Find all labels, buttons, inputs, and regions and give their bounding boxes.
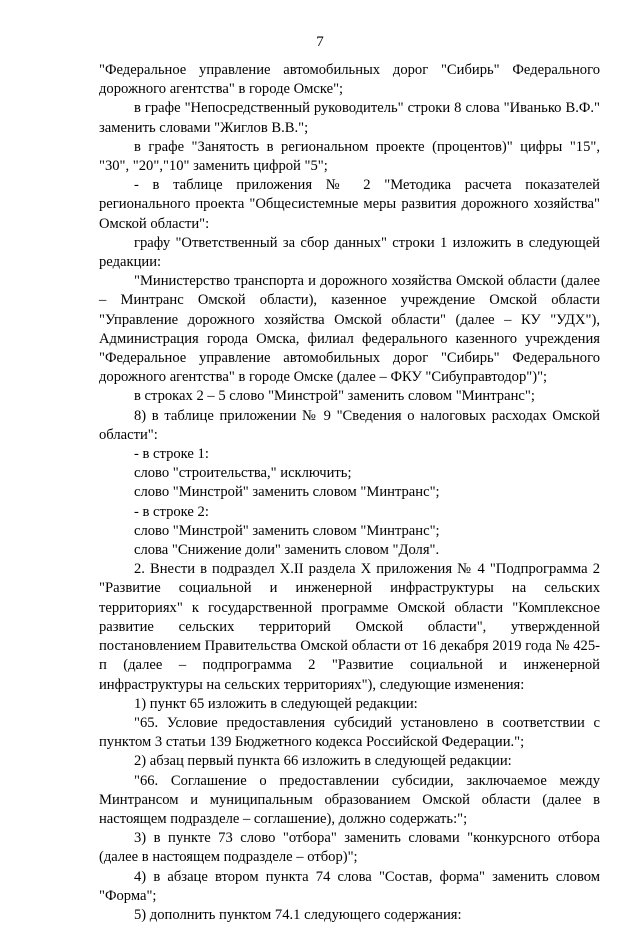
paragraph: 5) дополнить пунктом 74.1 следующего содержания:	[134, 906, 462, 923]
paragraph: "Федеральное управление автомобильных дорог "Сибирь" Федерального дорожного агентства" в городе Омске";	[99, 62, 600, 98]
paragraph: - в строке 1:	[134, 446, 209, 463]
paragraph: "66. Соглашение о предоставлении субсидии, заключаемое между Минтрансом и муниципальным образованием Омской области (далее в настоящем подразделе – соглашение), должно содержать:";	[99, 772, 600, 827]
document-body	[99, 61, 600, 925]
page-number: 7	[316, 34, 324, 50]
paragraph: в строках 2 – 5 слово "Минстрой" заменить словом "Минтранс";	[134, 388, 535, 405]
paragraph: слова "Снижение доли" заменить словом "Доля".	[134, 542, 440, 559]
paragraph: "65. Условие предоставления субсидий установлено в соответствии с пунктом 3 статьи 139 Бюджетного кодекса Российской Федерации.";	[99, 714, 600, 751]
paragraph: "Министерство транспорта и дорожного хозяйства Омской области (далее – Минтранс Омской области), казенное учреждение Омской области "Управление дорожного хозяйства Омской области" (далее – КУ "УДХ"), Администрация города Омска, филиал федерального казенного учреждения "Федеральное управление автомобильных дорог "Сибирь" Федерального дорожного агентства" в городе Омске (далее – ФКУ "Сибуправтодор")";	[99, 273, 600, 386]
paragraph: - в строке 2:	[134, 503, 209, 520]
paragraph: слово "Минстрой" заменить словом "Минтранс";	[134, 484, 440, 501]
paragraph: 4) в абзаце втором пункта 74 слова "Состав, форма" заменить словом "Форма";	[99, 868, 600, 904]
paragraph: 2. Внести в подраздел X.II раздела X приложения № 4 "Подпрограмма 2 "Развитие социальной и инженерной инфраструктуры на сельских территориях" к государственной программе Омской области "Комплексное развитие сельских территорий Омской области", утвержденной постановлением Правительства Омской области от 16 декабря 2019 года № 425-п (далее – подпрограмма 2 "Развитие социальной и инженерной инфраструктуры на сельских территориях"), следующие изменения:	[99, 561, 600, 693]
paragraph: в графе "Непосредственный руководитель" строки 8 слова "Иванько В.Ф." заменить словами "Жиглов В.В.";	[99, 100, 600, 136]
paragraph: 3) в пункте 73 слово "отбора" заменить словами "конкурсного отбора (далее в настоящем подразделе – отбор)";	[99, 830, 600, 866]
paragraph: слово "Минстрой" заменить словом "Минтранс";	[134, 522, 440, 539]
paragraph: 1) пункт 65 изложить в следующей редакции:	[134, 695, 418, 712]
paragraph: - в таблице приложения № 2 "Методика расчета показателей регионального проекта "Общесистемные меры развития дорожного хозяйства" Омской области":	[99, 177, 600, 232]
paragraph: слово "строительства," исключить;	[134, 465, 352, 482]
paragraph: в графе "Занятость в региональном проекте (процентов)" цифры "15", "30", "20","10" заменить цифрой "5";	[99, 138, 600, 175]
paragraph: 2) абзац первый пункта 66 изложить в следующей редакции:	[134, 753, 512, 770]
paragraph: графу "Ответственный за сбор данных" строки 1 изложить в следующей редакции:	[99, 234, 600, 271]
paragraph: 8) в таблице приложении № 9 "Сведения о налоговых расходах Омской области":	[99, 407, 600, 443]
